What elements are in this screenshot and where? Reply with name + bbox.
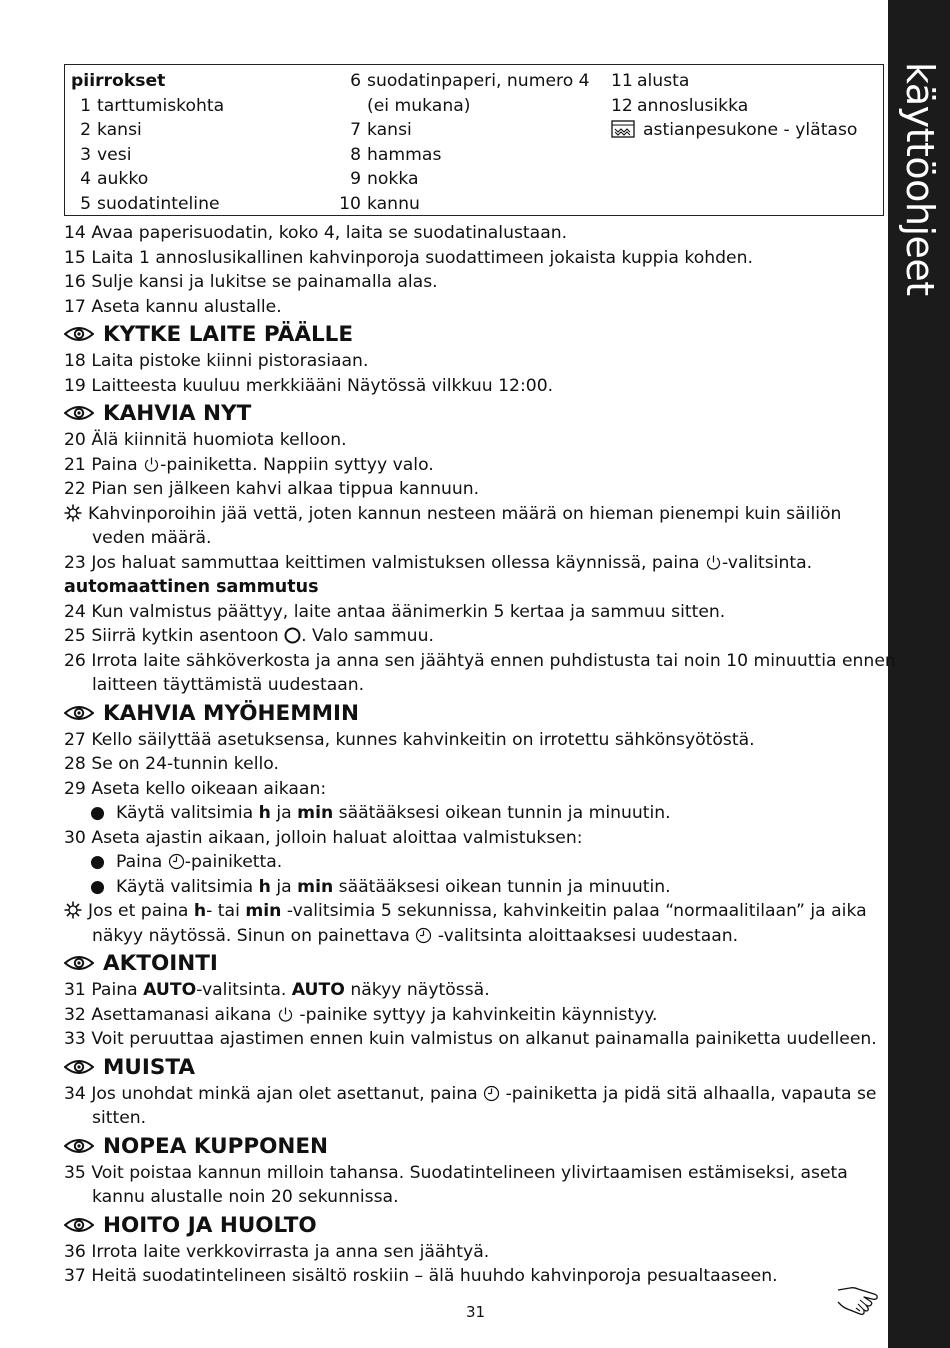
parts-column-2: [337, 69, 590, 216]
part-item: 5 suodatinteline: [80, 193, 220, 214]
step-35-continuation: kannu alustalle noin 20 sekunnissa.: [92, 1187, 399, 1207]
step-34: 34 Jos unohdat minkä ajan olet asettanut, paina -painiketta ja pidä sitä alhaalla, vapauta se: [64, 1083, 877, 1104]
eye-icon: [64, 325, 94, 343]
eye-icon: [64, 404, 94, 422]
section-heading-later: KAHVIA MYÖHEMMIN: [64, 698, 884, 728]
parts-column-3: [611, 69, 857, 146]
eye-icon: [64, 1058, 94, 1076]
part-item: 11 alusta: [611, 71, 690, 91]
tip-note-continuation: näkyy näytössä. Sinun on painettava -valitsinta aloittaaksesi uudestaan.: [92, 925, 739, 946]
part-item: 6 suodatinpaperi, numero 4: [350, 71, 590, 91]
step-36: 36 Irrota laite verkkovirrasta ja anna sen jäähtyä.: [64, 1241, 490, 1262]
step-33: 33 Voit peruuttaa ajastimen ennen kuin valmistus on alkanut painamalla painiketta uudelleen.: [64, 1029, 877, 1049]
step-26: 26 Irrota laite sähköverkosta ja anna sen jäähtyä ennen puhdistusta tai noin 10 minuuttia ennen: [64, 650, 896, 671]
tip-star-icon: [64, 504, 82, 522]
power-icon: [705, 554, 722, 571]
section-heading-on: KYTKE LAITE PÄÄLLE: [64, 319, 884, 349]
part-item-dishwasher: astianpesukone - ylätaso: [611, 118, 857, 146]
part-item: 8 hammas: [350, 144, 442, 165]
bullet-item: ● Käytä valitsimia h ja min säätääksesi oikean tunnin ja minuutin.: [90, 803, 671, 823]
parts-legend: [64, 64, 884, 216]
step-19: 19 Laitteesta kuuluu merkkiääni Näytössä vilkkuu 12:00.: [64, 375, 554, 396]
tip-star-icon: [64, 901, 82, 919]
power-icon: [143, 456, 160, 473]
clock-icon: [415, 927, 432, 944]
instructions: [64, 221, 896, 1289]
step-17: 17 Aseta kannu alustalle.: [64, 296, 282, 317]
clock-icon: [168, 853, 185, 870]
part-item: 3 vesi: [80, 144, 132, 165]
parts-title: piirrokset: [71, 71, 166, 91]
section-heading-quick: NOPEA KUPPONEN: [64, 1131, 884, 1161]
tip-note: Kahvinporoihin jää vettä, joten kannun nesteen määrä on hieman pienempi kuin säiliön: [64, 502, 884, 527]
off-circle-icon: [284, 627, 301, 644]
step-20: 20 Älä kiinnitä huomiota kelloon.: [64, 430, 347, 450]
section-heading-care: HOITO JA HUOLTO: [64, 1210, 884, 1240]
section-heading-now: KAHVIA NYT: [64, 398, 884, 428]
part-item: 12 annoslusikka: [611, 95, 749, 116]
parts-column-1: [71, 69, 224, 216]
step-37: 37 Heitä suodatintelineen sisältö roskiin – älä huuhdo kahvinporoja pesualtaaseen.: [64, 1266, 778, 1286]
eye-icon: [64, 1216, 94, 1234]
eye-icon: [64, 954, 94, 972]
step-16: 16 Sulje kansi ja lukitse se painamalla alas.: [64, 272, 438, 292]
step-26-continuation: laitteen täyttämistä uudestaan.: [92, 675, 365, 695]
bullet-item: ● Käytä valitsimia h ja min säätääksesi oikean tunnin ja minuutin.: [90, 876, 671, 897]
step-21: 21 Paina -painiketta. Nappiin syttyy valo.: [64, 454, 434, 475]
step-28: 28 Se on 24-tunnin kello.: [64, 754, 279, 774]
step-14: 14 Avaa paperisuodatin, koko 4, laita se suodatinalustaan.: [64, 223, 568, 243]
part-item: 7 kansi: [350, 120, 412, 140]
part-item-continuation: (ei mukana): [367, 95, 471, 116]
part-item: 10 kannu: [339, 193, 420, 214]
section-heading-remember: MUISTA: [64, 1052, 884, 1082]
section-heading-auto: AKTOINTI: [64, 948, 884, 978]
part-item: 1 tarttumiskohta: [80, 95, 225, 116]
part-item: 9 nokka: [350, 169, 419, 189]
step-29: 29 Aseta kello oikeaan aikaan:: [64, 778, 327, 799]
step-18: 18 Laita pistoke kiinni pistorasiaan.: [64, 351, 369, 371]
tip-note: Jos et paina h- tai min -valitsimia 5 sekunnissa, kahvinkeitin palaa “normaalitilaan” ja aika: [64, 899, 884, 924]
step-32: 32 Asettamanasi aikana -painike syttyy ja kahvinkeitin käynnistyy.: [64, 1004, 658, 1025]
hand-pointer-icon: [836, 1280, 882, 1320]
step-31: 31 Paina AUTO-valitsinta. AUTO näkyy näytössä.: [64, 980, 490, 1000]
step-27: 27 Kello säilyttää asetuksensa, kunnes kahvinkeitin on irrotettu sähkönsyötöstä.: [64, 729, 755, 750]
clock-icon: [483, 1085, 500, 1102]
sidebar-title: käyttöohjeet: [898, 62, 942, 296]
subheading-auto-off: automaattinen sammutus: [64, 577, 319, 597]
bullet-item: ● Paina -painiketta.: [90, 852, 283, 872]
power-icon: [277, 1006, 294, 1023]
step-35: 35 Voit poistaa kannun milloin tahansa. Suodatintelineen ylivirtaamisen estämiseksi, aseta: [64, 1162, 848, 1183]
page-number: 31: [466, 1303, 486, 1321]
eye-icon: [64, 1137, 94, 1155]
part-item: 2 kansi: [80, 120, 142, 140]
part-item: 4 aukko: [80, 169, 149, 189]
eye-icon: [64, 704, 94, 722]
step-22: 22 Pian sen jälkeen kahvi alkaa tippua kannuun.: [64, 479, 480, 499]
dishwasher-icon: [611, 120, 635, 146]
step-23: 23 Jos haluat sammuttaa keittimen valmistuksen ollessa käynnissä, paina -valitsinta.: [64, 552, 813, 573]
step-34-continuation: sitten.: [92, 1108, 147, 1128]
step-25: 25 Siirrä kytkin asentoon . Valo sammuu.: [64, 626, 434, 646]
step-30: 30 Aseta ajastin aikaan, jolloin haluat aloittaa valmistuksen:: [64, 827, 583, 848]
step-24: 24 Kun valmistus päättyy, laite antaa äänimerkin 5 kertaa ja sammuu sitten.: [64, 601, 726, 622]
tip-note-continuation: veden määrä.: [92, 528, 212, 548]
step-15: 15 Laita 1 annoslusikallinen kahvinporoja suodattimeen jokaista kuppia kohden.: [64, 247, 753, 268]
